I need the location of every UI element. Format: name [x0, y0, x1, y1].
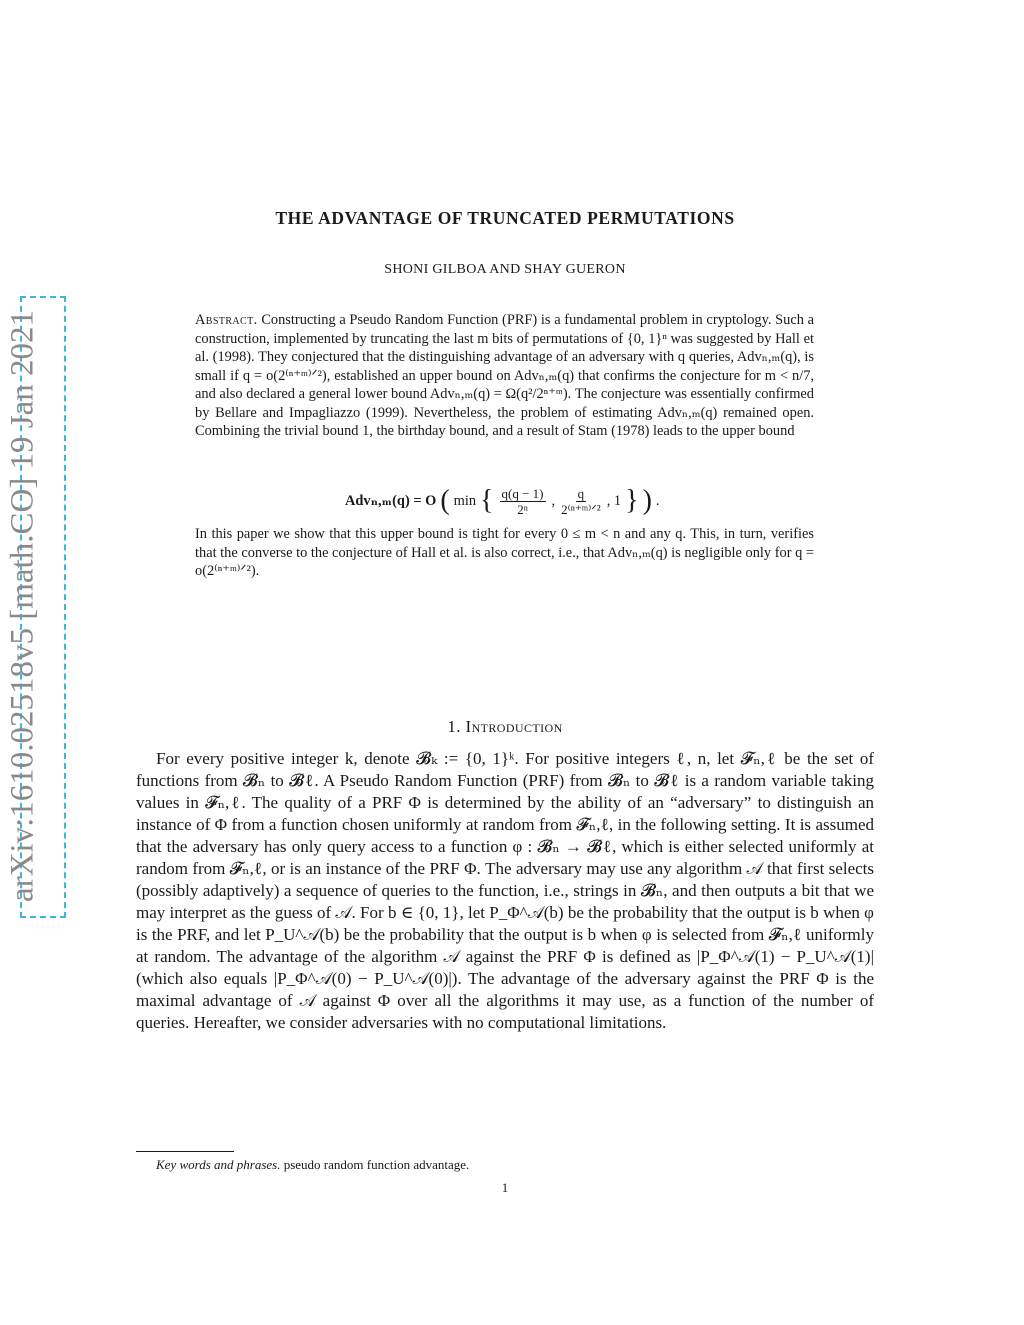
formula-min: min	[453, 492, 477, 509]
section-heading-introduction	[0, 717, 1010, 737]
formula-brace-open: {	[480, 485, 494, 516]
page-number: 1	[501, 1180, 509, 1195]
abstract-heading: Abstract.	[195, 312, 258, 328]
fraction-2-numerator: q	[577, 485, 585, 501]
fraction-1-denominator: 2ⁿ	[517, 501, 528, 517]
formula-paren-open: (	[440, 485, 450, 516]
formula-one: , 1	[606, 492, 622, 509]
abstract-paragraph-1	[195, 311, 814, 441]
formula-brace-close: }	[625, 485, 639, 516]
formula-paren-close: )	[642, 485, 652, 516]
paper-title: THE ADVANTAGE OF TRUNCATED PERMUTATIONS	[275, 208, 735, 228]
introduction-paragraph: For every positive integer k, denote 𝓑ₖ := {0, 1}ᵏ. For positive integers ℓ, n, let 𝓕ₙ,ℓ be the set of functions from 𝓑ₙ to 𝓑ℓ. A Pseudo Random Function (PRF) from 𝓑ₙ to 𝓑ℓ is a random variable taking values in 𝓕ₙ,ℓ. The quality of a PRF Φ is determined by the ability of an “adversary” to distinguish an instance of Φ from a function chosen uniformly at random from 𝓕ₙ,ℓ, in the following setting. It is assumed that the adversary has only query access to a function φ : 𝓑ₙ → 𝓑ℓ, which is either selected uniformly at random from 𝓕ₙ,ℓ, or is an instance of the PRF Φ. The adversary may use any algorithm 𝒜 that first selects (possibly adaptively) a sequence of queries to the function, i.e., strings in 𝓑ₙ, and then outputs a bit that we may interpret as the guess of 𝒜. For b ∈ {0, 1}, let P_Φ^𝒜(b) be the probability that the output is b when φ is the PRF, and let P_U^𝒜(b) be the probability that the output is b when φ is selected from 𝓕ₙ,ℓ uniformly at random. The advantage of the algorithm 𝒜 against the PRF Φ is defined as |P_Φ^𝒜(1) − P_U^𝒜(1)| (which also equals |P_Φ^𝒜(0) − P_U^𝒜(0)|). The advantage of the adversary against the PRF Φ is the maximal advantage of 𝒜 against Φ over all the algorithms it may use, as a function of the number of queries. Hereafter, we consider adversaries with no computational limitations.	[136, 749, 874, 1032]
introduction-body	[136, 748, 874, 1034]
paper-authors: SHONI GILBOA AND SHAY GUERON	[384, 262, 626, 277]
section-title: 1. Introduction	[447, 717, 563, 736]
abstract-paragraph-2: In this paper we show that this upper bound is tight for every 0 ≤ m < n and any q. This, in turn, verifies that the converse to the conjecture of Hall et al. is also correct, i.e., that Advₙ,ₘ(q) is negligible only for q = o(2⁽ⁿ⁺ᵐ⁾ᐟ²).	[195, 526, 814, 579]
formula-fraction-2	[561, 486, 601, 517]
footnote-label: Key words and phrases.	[156, 1157, 281, 1172]
footnote	[156, 1157, 469, 1173]
footnote-text: pseudo random function advantage.	[283, 1157, 470, 1172]
fraction-1-numerator: q(q − 1)	[501, 485, 544, 501]
formula-lhs: Advₙ,ₘ(q) = O	[345, 493, 437, 509]
arxiv-id: arXiv:1610.02518v5 [math.CO] 19 Jan 2021	[4, 309, 41, 903]
formula-fraction-1	[500, 486, 546, 517]
fraction-2-denominator: 2⁽ⁿ⁺ᵐ⁾ᐟ²	[561, 501, 601, 517]
formula-period: .	[655, 492, 660, 509]
abstract-text-1: Constructing a Pseudo Random Function (PRF) is a fundamental problem in cryptology. Such a construction, implemented by truncating the last m bits of permutations of {0, 1}ⁿ was suggested by Hall et al. (1998). They conjectured that the distinguishing advantage of an adversary with q queries, Advₙ,ₘ(q), is small if q = o(2⁽ⁿ⁺ᵐ⁾ᐟ²), established an upper bound on Advₙ,ₘ(q) that confirms the conjecture for m < n/7, and also declared a general lower bound Advₙ,ₘ(q) = Ω(q²/2ⁿ⁺ᵐ). The conjecture was essentially confirmed by Bellare and Impagliazzo (1999). Nevertheless, the problem of estimating Advₙ,ₘ(q) remained open. Combining the trivial bound 1, the birthday bound, and a result of Stam (1978) leads to the upper bound	[195, 312, 814, 439]
upper-bound-formula: Advₙ,ₘ(q) = O ( min { $\frac{q(q - 1)}{\text{2ⁿ}}$ , $\frac{q}{\text{2⁽ⁿ⁺ᵐ⁾ᐟ²}}$ , 1 } ) .	[345, 485, 660, 517]
footnote-rule	[136, 1151, 234, 1152]
